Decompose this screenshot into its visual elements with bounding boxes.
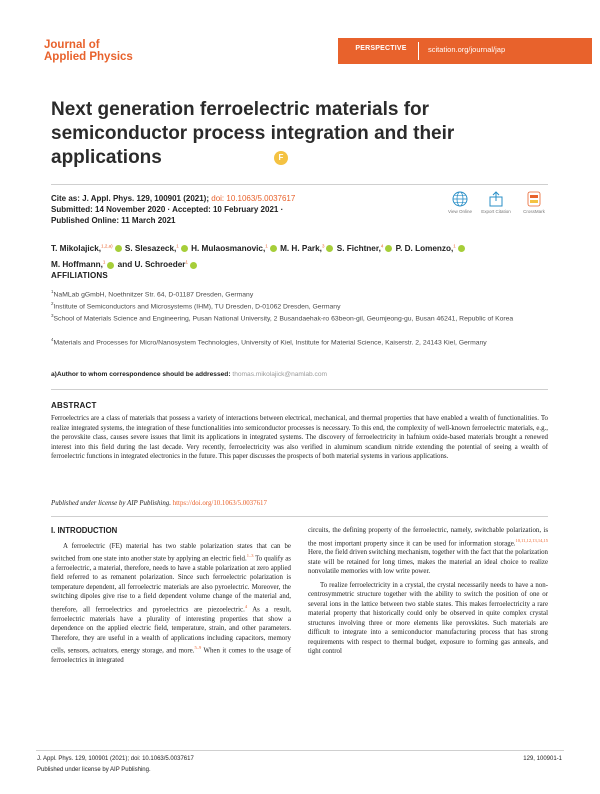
intro-paragraph: A ferroelectric (FE) material has two stable polarization states that can be switched from one state into another state by applying an electric field.$^{1-3}$ To qualify as a ferroelectric, a material, therefore, needs to have a stable polarization at zero applied field referred to as remanent polarization. Since such ferroelectric polarization is temperature dependent, all ferroelectric materials are also pyroelectric. Moreover, the switching dipoles give rise to a field dependent volume change of the material and, therefore, all ferroelectrics and pyroelectrics are piezoelectric.$^4$ As a result, ferroelectric materials have a plurality of interesting properties that show a dependence on the applied electric field, temperature, strain, and other parameters. Therefore, they are useful in a wealth of applications including capacitors, memory cells, sensors, actuators, energy storage, and more.$^{5-9}$ When it comes to the usage of ferroelectrics in integrated [51, 542, 291, 664]
orcid-icon[interactable] [270, 245, 277, 252]
author[interactable]: T. Mikolajick,$^{1,2,a)}$ [51, 244, 123, 253]
author[interactable]: S. Slesazeck,$^1$ [125, 244, 189, 253]
reference-link[interactable]: 4 [244, 603, 248, 609]
export-citation-label: Export Citation [481, 209, 511, 214]
abstract-text: Ferroelectrics are a class of materials that possess a variety of interactions between electrical, mechanical, and thermal properties that have enabled a wealth of functionalities. To realize integrated systems, the integration of these functionalities into semiconductor processes is necessary. To this end, the complexity of well-known ferroelectric materials, e.g., the perovskite class, causes severe issues that limit its applications in integrated systems. The discovery of ferroelectricity in hafnium oxide-based materials brought a renewed interest into this field during the last decade. Very recently, ferroelectricity was also verified in aluminum scandium nitride extending the potential of seeing a wealth of ferroelectric functions in integrated electronics in the future. This paper discusses the prospects of both material systems in various applications. [51, 415, 548, 461]
view-online-button[interactable] [445, 191, 475, 214]
journal-name-line1: Journal of [44, 39, 100, 51]
globe-icon [452, 191, 468, 207]
footer-divider [36, 750, 564, 751]
export-citation-button[interactable] [481, 191, 511, 214]
journal-url-link[interactable]: scitation.org/journal/jap [428, 45, 506, 54]
featured-badge-icon: F [274, 151, 288, 165]
article-tools [445, 191, 550, 223]
cite-as: Cite as: J. Appl. Phys. 129, 100901 (2021); [51, 194, 210, 203]
journal-name [44, 39, 133, 63]
orcid-icon[interactable] [115, 245, 122, 252]
intro-paragraph: To realize ferroelectricity in a crystal, the crystal necessarily needs to have a non-centrosymmetric structure together with the ability to switch the position of one or several ions in the lattice between two stable states. This makes ferroelectricity a rare material property that historically could only be observed in quite complex crystal structures involving three or more elements like perovskites. Such materials are difficult to integrate into a semiconductor manufacturing process that has strong requirements with respect to thermal budget, exposure to forming gas anneals, and tight control [308, 581, 548, 656]
divider [51, 389, 548, 390]
footer-citation: J. Appl. Phys. 129, 100901 (2021); doi: 10.1063/5.0037617 [37, 756, 194, 762]
affiliation-item: $^4$Materials and Processes for Micro/Nanosystem Technologies, University of Kiel, Institute for Material Science, Kaiserstr. 2, 24143 Kiel, Germany [51, 337, 487, 347]
submitted-dates: Submitted: 14 November 2020 · Accepted: 10 February 2021 · [51, 205, 284, 214]
affiliation-item: $^1$NaMLab gGmbH, Noethnitzer Str. 64, D-01187 Dresden, Germany [51, 289, 254, 299]
export-icon [488, 191, 504, 207]
intro-heading: I. INTRODUCTION [51, 526, 118, 535]
correspondence-email-link[interactable]: thomas.mikolajick@namlab.com [232, 371, 328, 378]
affiliation-item: $^3$School of Materials Science and Engineering, Pusan National University, 2 Busandaehak-ro 63beon-gil, Geumjeong-gu, Busan 46241, Republic of Korea [51, 313, 514, 323]
author[interactable]: and U. Schroeder$^1$ [118, 260, 198, 269]
author[interactable]: M. Hoffmann,$^1$ [51, 260, 115, 269]
intro-left-column [51, 526, 291, 665]
footer-license: Published under license by AIP Publishing. [37, 767, 151, 773]
author[interactable]: P. D. Lomenzo,$^1$ [396, 244, 466, 253]
crossmark-icon [526, 191, 542, 207]
affiliations-heading: AFFILIATIONS [51, 271, 108, 280]
license-text: Published under license by AIP Publishing. [51, 500, 171, 507]
published-date: Published Online: 11 March 2021 [51, 216, 176, 225]
license-line [51, 500, 548, 507]
orcid-icon[interactable] [181, 245, 188, 252]
author-list [51, 239, 531, 272]
reference-link[interactable]: 1–3 [246, 553, 254, 558]
affiliation-item: $^2$Institute of Semiconductors and Microsystems (IHM), TU Dresden, D-01062 Dresden, Germany [51, 301, 341, 311]
author[interactable]: S. Fichtner,$^4$ [337, 244, 394, 253]
abstract-heading: ABSTRACT [51, 401, 97, 410]
orcid-icon[interactable] [107, 262, 114, 269]
crossmark-label: CrossMark [523, 209, 545, 214]
author[interactable]: M. H. Park,$^3$ [280, 244, 334, 253]
orcid-icon[interactable] [458, 245, 465, 252]
author[interactable]: H. Mulaosmanovic,$^1$ [191, 244, 278, 253]
view-online-label: View Online [448, 209, 472, 214]
reference-link[interactable]: 5–9 [194, 645, 202, 651]
header-divider [418, 42, 419, 60]
page-number: 129, 100901-1 [523, 756, 562, 762]
citation-block [51, 193, 391, 226]
doi-link[interactable]: doi: 10.1063/5.0037617 [211, 194, 296, 203]
divider [51, 516, 548, 517]
orcid-icon[interactable] [385, 245, 392, 252]
correspondence-label: a)Author to whom correspondence should be addressed: [51, 371, 231, 378]
correspondence-line [51, 371, 521, 378]
orcid-icon[interactable] [326, 245, 333, 252]
intro-paragraph: circuits, the defining property of the ferroelectric, namely, switchable polarization, is the most important property since it can be used for information storage.$^{10,11,12,13,14,15}$ Here, the field driven switching mechanism, together with the fact that the polarization state will be retained for long times, makes the material an ideal choice to realize nonvolatile memories with low write power. [308, 527, 548, 576]
license-doi-link[interactable]: https://doi.org/10.1063/5.0037617 [172, 500, 267, 507]
orcid-icon[interactable] [190, 262, 197, 269]
crossmark-button[interactable] [519, 191, 549, 214]
divider [51, 184, 548, 185]
reference-link[interactable]: 10,11,12,13,14,15 [515, 537, 548, 543]
article-title: Next generation ferroelectric materials for semiconductor process integration and their applications [51, 99, 455, 168]
intro-right-column [308, 526, 548, 657]
section-label: PERSPECTIVE [355, 45, 407, 52]
journal-name-line2: Applied Physics [44, 51, 133, 63]
